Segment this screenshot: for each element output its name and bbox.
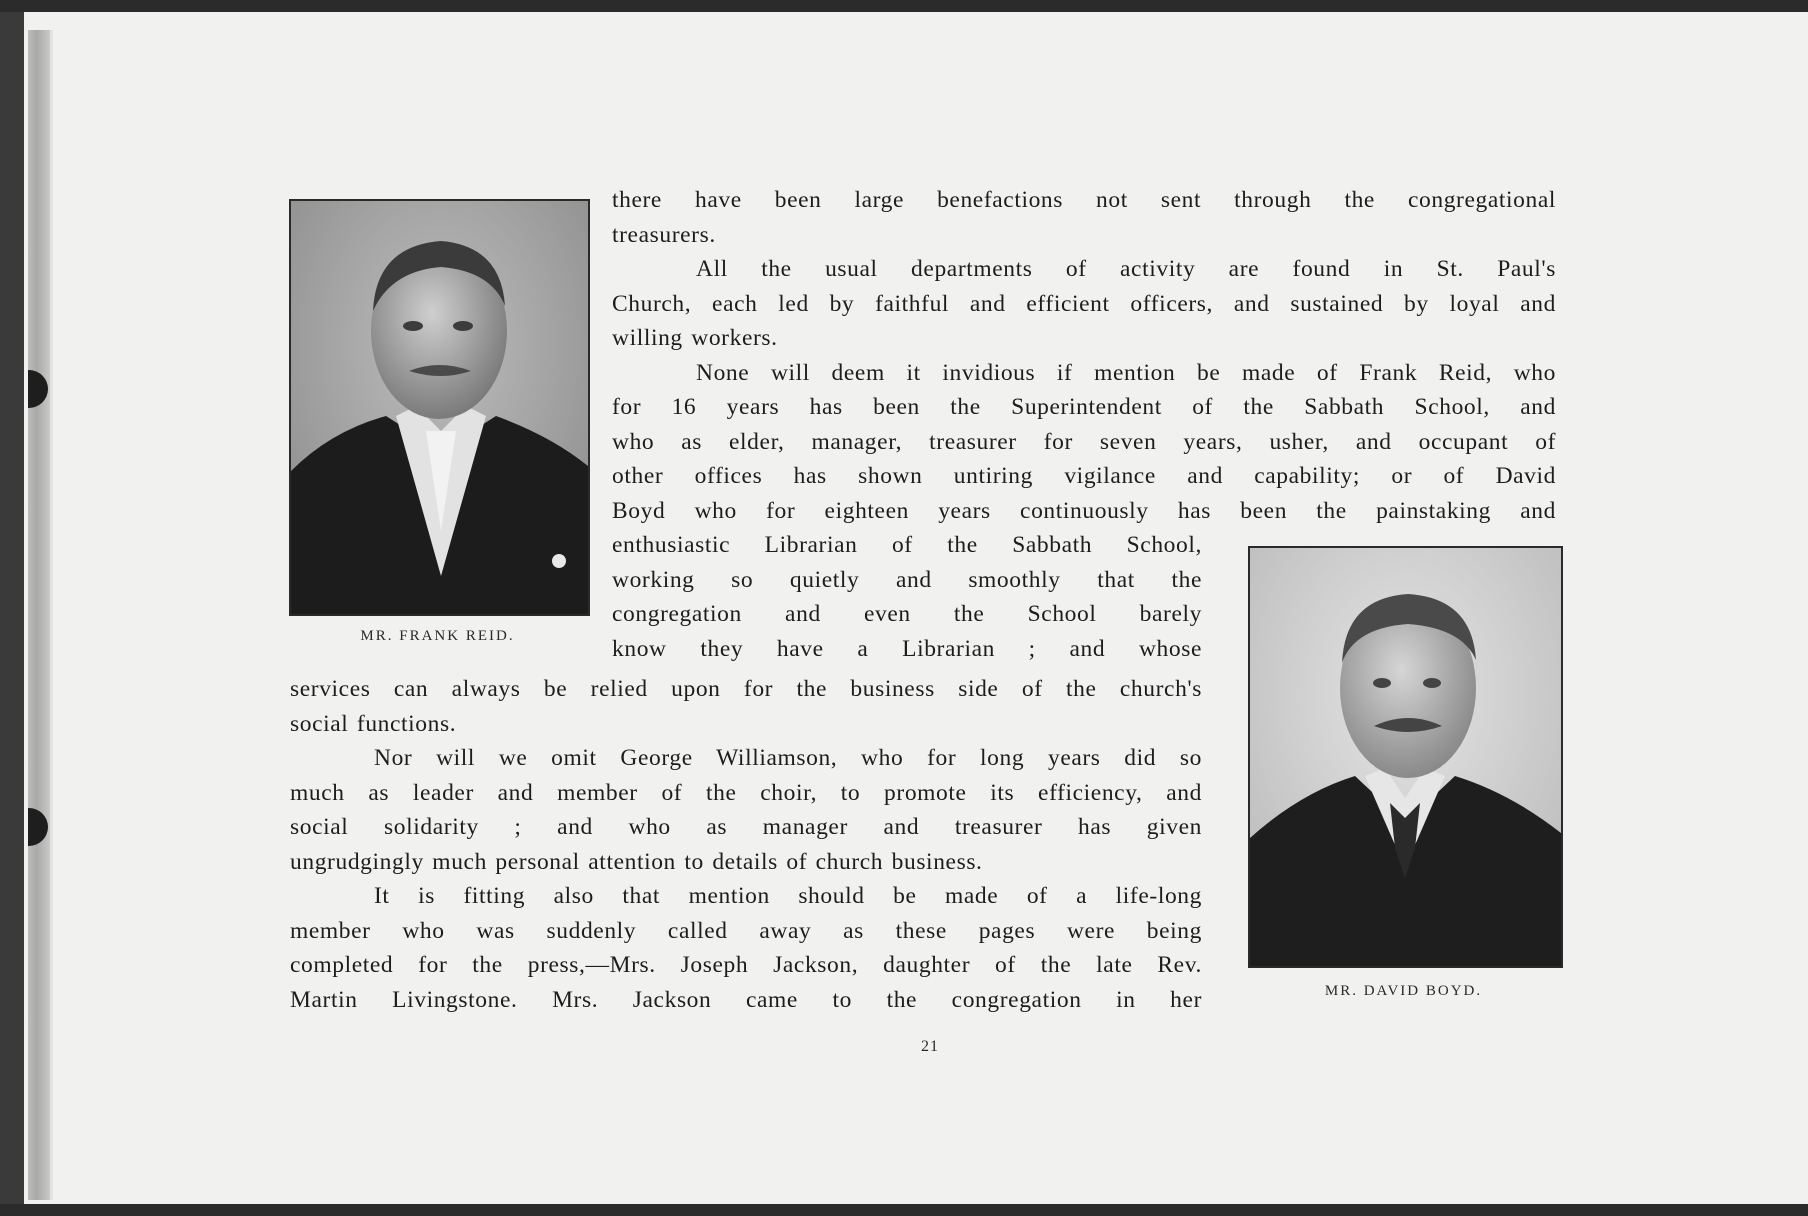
text-block-lower <box>290 672 1202 1017</box>
text-line: willing workers. <box>612 325 778 351</box>
portrait-david-boyd-image <box>1250 548 1561 966</box>
text-line: Martin Livingstone. Mrs. Jackson came to the congregation in her <box>290 986 1202 1013</box>
text-line: It is fitting also that mention should be made of a life-long <box>374 883 1202 909</box>
caption-frank-reid: MR. FRANK REID. <box>360 628 515 644</box>
text-line: congregation and even the School barely <box>612 601 1202 627</box>
page-binding-strip <box>28 30 50 1200</box>
page-number: 21 <box>921 1038 939 1055</box>
text-line: None will deem it invidious if mention be made of Frank Reid, who <box>696 359 1556 386</box>
text-line: who as elder, manager, treasurer for seven years, usher, and occupant of <box>612 428 1556 455</box>
text-block-middle <box>612 528 1202 666</box>
text-line: enthusiastic Librarian of the Sabbath School, <box>612 532 1202 558</box>
text-line: member who was suddenly called away as these pages were being <box>290 917 1202 944</box>
scanner-top-edge <box>0 0 1808 12</box>
binding-edge-highlight <box>50 30 53 1200</box>
text-line: Boyd who for eighteen years continuously has been the painstaking and <box>612 497 1556 524</box>
text-line: there have been large benefactions not sent through the congregational <box>612 187 1556 213</box>
text-line: treasurers. <box>612 221 716 248</box>
portrait-frank-reid-image <box>291 201 588 614</box>
text-line: Church, each led by faithful and efficient officers, and sustained by loyal and <box>612 290 1556 317</box>
text-line: working so quietly and smoothly that the <box>612 566 1202 593</box>
photo-david-boyd <box>1248 546 1563 968</box>
text-block-upper <box>612 183 1556 528</box>
text-line: services can always be relied upon for the business side of the church's <box>290 676 1202 702</box>
scanner-bottom-edge <box>0 1204 1808 1216</box>
text-line: other offices has shown untiring vigilance and capability; or of David <box>612 463 1556 489</box>
text-line: All the usual departments of activity are found in St. Paul's <box>696 256 1556 282</box>
text-line: social functions. <box>290 710 457 737</box>
text-line: social solidarity ; and who as manager and treasurer has given <box>290 814 1202 840</box>
text-line: Nor will we omit George Williamson, who for long years did so <box>374 745 1202 771</box>
text-line: ungrudgingly much personal attention to details of church business. <box>290 848 983 875</box>
text-line: for 16 years has been the Superintendent of the Sabbath School, and <box>612 394 1556 420</box>
text-line: completed for the press,—Mrs. Joseph Jackson, daughter of the late Rev. <box>290 952 1202 978</box>
caption-david-boyd: MR. DAVID BOYD. <box>1324 983 1483 999</box>
photo-frank-reid <box>289 199 590 616</box>
text-line: know they have a Librarian ; and whose <box>612 635 1202 662</box>
text-line: much as leader and member of the choir, to promote its efficiency, and <box>290 779 1202 806</box>
